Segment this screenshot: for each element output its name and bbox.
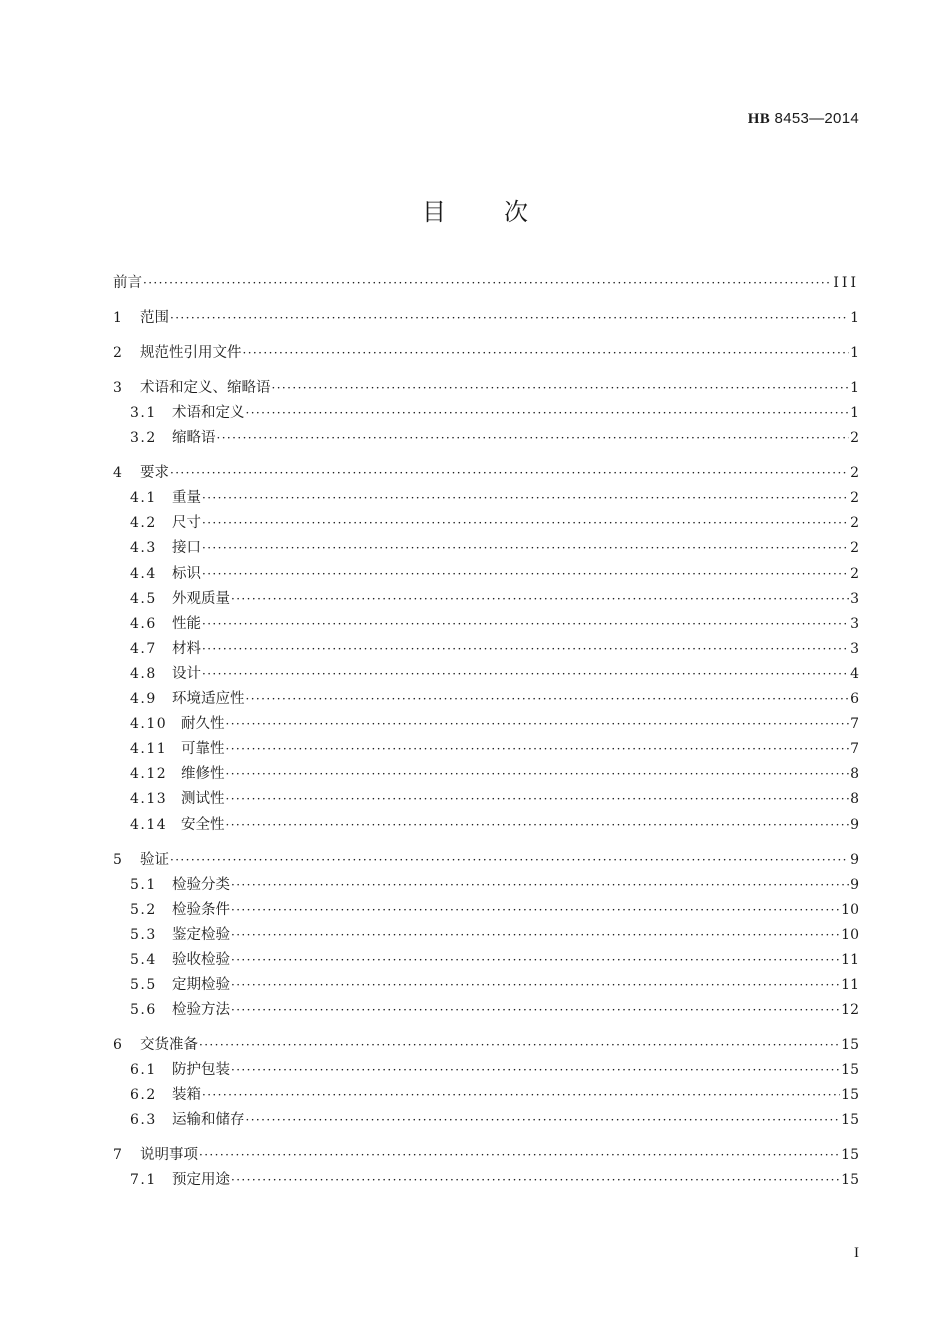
toc-entry-page: 15 [841, 1037, 859, 1054]
toc-entry[interactable] [113, 919, 859, 944]
toc-entry-title: 安全性 [181, 816, 225, 833]
toc-dot-leader [199, 1146, 840, 1164]
toc-entry[interactable] [113, 272, 859, 292]
title-char-2: 次 [504, 198, 528, 226]
toc-entry-page: III [833, 275, 859, 291]
toc-entry-title: 检验条件 [172, 901, 230, 918]
toc-entry-page: 15 [841, 1087, 859, 1104]
toc-entry[interactable] [113, 583, 859, 608]
toc-entry-number: 5.3 [130, 926, 157, 943]
toc-entry-page: 3 [850, 640, 859, 657]
toc-entry-number: 3.2 [130, 430, 157, 447]
toc-entry-number: 2 [113, 345, 124, 361]
standard-number: 8453—2014 [774, 110, 859, 127]
toc-entry-page: 1 [850, 310, 859, 326]
toc-entry-page: 9 [850, 816, 859, 833]
toc-entry[interactable] [113, 894, 859, 919]
toc-dot-leader [246, 404, 850, 422]
toc-entry-page: 2 [850, 430, 859, 447]
toc-entry[interactable] [113, 377, 859, 397]
toc-entry-page: 9 [850, 876, 859, 893]
toc-entry-title: 装箱 [172, 1087, 201, 1104]
toc-entry-number: 7.1 [130, 1172, 157, 1189]
toc-dot-leader [231, 951, 840, 969]
toc-dot-leader [226, 765, 850, 783]
toc-entry[interactable] [113, 307, 859, 327]
toc-dot-leader [226, 790, 850, 808]
toc-entry[interactable] [113, 683, 859, 708]
toc-entry-page: 3 [850, 590, 859, 607]
toc-entry[interactable] [113, 422, 859, 447]
toc-entry-title: 运输和储存 [172, 1112, 245, 1129]
toc-entry-number: 6.1 [130, 1062, 157, 1079]
toc-entry[interactable] [113, 633, 859, 658]
toc-entry-number: 7 [113, 1147, 124, 1164]
toc-entry-page: 2 [850, 540, 859, 557]
toc-entry[interactable] [113, 733, 859, 758]
toc-entry-title: 外观质量 [172, 590, 230, 607]
toc-entry-number: 6.2 [130, 1087, 157, 1104]
toc-entry-title: 检验方法 [172, 1002, 230, 1019]
toc-entry-title: 可靠性 [181, 741, 225, 758]
toc-entry[interactable] [113, 1144, 859, 1164]
toc-entry-page: 10 [841, 926, 859, 943]
toc-entry-page: 11 [841, 951, 859, 968]
toc-dot-leader [231, 1061, 840, 1079]
toc-entry-number: 4.8 [130, 665, 157, 682]
toc-entry[interactable] [113, 1054, 859, 1079]
toc-dot-leader [202, 489, 849, 507]
toc-dot-leader [202, 615, 849, 633]
toc-dot-leader [272, 379, 850, 397]
toc-entry-title: 标识 [172, 565, 201, 582]
toc-entry-number: 4 [113, 465, 124, 482]
toc-dot-leader [170, 464, 849, 482]
toc-dot-leader [202, 1086, 840, 1104]
toc-entry-page: 7 [850, 741, 859, 758]
toc-entry-title: 验收检验 [172, 951, 230, 968]
toc-entry-title: 设计 [172, 665, 201, 682]
toc-entry-title: 要求 [140, 465, 169, 482]
toc-dot-leader [226, 816, 850, 834]
toc-entry-number: 4.12 [130, 766, 168, 783]
toc-dot-leader [202, 640, 849, 658]
toc-entry-title: 防护包装 [172, 1062, 230, 1079]
toc-entry-number: 4.10 [130, 716, 168, 733]
toc-entry-page: 9 [850, 851, 859, 868]
toc-entry[interactable] [113, 994, 859, 1019]
toc-entry[interactable] [113, 969, 859, 994]
footer-page-number: I [854, 1245, 859, 1261]
toc-entry-number: 4.14 [130, 816, 168, 833]
toc-entry[interactable] [113, 482, 859, 507]
toc-entry[interactable] [113, 869, 859, 894]
toc-entry-title: 材料 [172, 640, 201, 657]
toc-entry-page: 15 [841, 1147, 859, 1164]
toc-entry-page: 1 [850, 345, 859, 361]
toc-entry-title: 术语和定义、缩略语 [140, 380, 271, 396]
toc-entry[interactable] [113, 783, 859, 808]
toc-entry-title: 缩略语 [172, 430, 216, 447]
toc-entry-number: 5.6 [130, 1002, 157, 1019]
toc-entry-title: 测试性 [181, 791, 225, 808]
toc-entry-page: 8 [850, 766, 859, 783]
toc-entry-number: 5.4 [130, 951, 157, 968]
toc-entry-number: 4.4 [130, 565, 157, 582]
toc-entry[interactable] [113, 1034, 859, 1054]
toc-entry-page: 1 [850, 380, 859, 396]
toc-dot-leader [202, 539, 849, 557]
toc-entry-number: 4.3 [130, 540, 157, 557]
toc-entry-page: 2 [850, 565, 859, 582]
toc-entry[interactable] [113, 1164, 859, 1189]
toc-dot-leader [246, 690, 850, 708]
toc-entry-title: 术语和定义 [172, 405, 245, 422]
toc-entry-page: 3 [850, 615, 859, 632]
toc-entry-page: 12 [841, 1002, 859, 1019]
toc-entry-title: 环境适应性 [172, 691, 245, 708]
toc-entry-number: 5.1 [130, 876, 157, 893]
toc-entry-title: 交货准备 [140, 1037, 198, 1054]
toc-entry[interactable] [113, 557, 859, 582]
toc-entry-number: 3 [113, 380, 124, 396]
toc-dot-leader [170, 309, 849, 327]
toc-entry-title: 前言 [113, 275, 142, 291]
toc-entry-page: 15 [841, 1172, 859, 1189]
toc-entry-number: 6 [113, 1037, 124, 1054]
toc-dot-leader [231, 976, 840, 994]
toc-entry[interactable] [113, 758, 859, 783]
toc-entry-number: 1 [113, 310, 124, 326]
toc-dot-leader [226, 740, 850, 758]
toc-entry[interactable] [113, 658, 859, 683]
toc-entry-number: 4.11 [130, 741, 168, 758]
toc-entry[interactable] [113, 608, 859, 633]
toc-dot-leader [202, 665, 849, 683]
toc-entry-page: 10 [841, 901, 859, 918]
toc-entry-title: 耐久性 [181, 716, 225, 733]
toc-entry-number: 4.13 [130, 791, 168, 808]
toc-entry-page: 11 [841, 976, 859, 993]
title-char-1: 目 [422, 198, 446, 226]
table-of-contents [113, 272, 859, 1189]
toc-dot-leader [231, 590, 849, 608]
toc-dot-leader [202, 565, 849, 583]
standard-prefix: HB [747, 111, 771, 127]
toc-entry[interactable] [113, 1079, 859, 1104]
toc-dot-leader [143, 274, 832, 292]
toc-entry[interactable] [113, 708, 859, 733]
toc-entry-page: 2 [850, 515, 859, 532]
toc-entry-number: 5.2 [130, 901, 157, 918]
toc-entry-title: 尺寸 [172, 515, 201, 532]
page-title [0, 192, 950, 227]
standard-code [748, 110, 859, 128]
toc-entry-title: 接口 [172, 540, 201, 557]
toc-entry-number: 4.1 [130, 490, 157, 507]
toc-entry-title: 重量 [172, 490, 201, 507]
toc-dot-leader [226, 715, 850, 733]
toc-dot-leader [231, 901, 840, 919]
toc-entry-page: 7 [850, 716, 859, 733]
toc-entry-title: 预定用途 [172, 1172, 230, 1189]
toc-entry-title: 验证 [140, 851, 169, 868]
toc-entry-number: 4.7 [130, 640, 157, 657]
toc-entry-page: 2 [850, 465, 859, 482]
toc-dot-leader [170, 851, 849, 869]
toc-entry-page: 15 [841, 1112, 859, 1129]
toc-dot-leader [231, 926, 840, 944]
toc-entry[interactable] [113, 397, 859, 422]
toc-entry[interactable] [113, 944, 859, 969]
toc-entry-page: 6 [850, 691, 859, 708]
toc-dot-leader [231, 1171, 840, 1189]
toc-entry[interactable] [113, 1104, 859, 1129]
toc-entry-title: 说明事项 [140, 1147, 198, 1164]
toc-entry-number: 3.1 [130, 405, 157, 422]
toc-entry-page: 1 [850, 405, 859, 422]
toc-entry[interactable] [113, 532, 859, 557]
toc-entry-title: 鉴定检验 [172, 926, 230, 943]
toc-entry-title: 规范性引用文件 [140, 345, 242, 361]
toc-entry[interactable] [113, 849, 859, 869]
toc-dot-leader [243, 344, 850, 362]
toc-entry-title: 定期检验 [172, 976, 230, 993]
toc-dot-leader [231, 876, 849, 894]
toc-entry-page: 15 [841, 1062, 859, 1079]
toc-entry-number: 4.5 [130, 590, 157, 607]
toc-entry-page: 4 [850, 665, 859, 682]
toc-dot-leader [231, 1001, 840, 1019]
toc-entry-number: 4.9 [130, 691, 157, 708]
toc-entry-title: 维修性 [181, 766, 225, 783]
toc-entry-title: 检验分类 [172, 876, 230, 893]
toc-dot-leader [202, 514, 849, 532]
toc-dot-leader [199, 1036, 840, 1054]
toc-entry-number: 5.5 [130, 976, 157, 993]
toc-entry-page: 2 [850, 490, 859, 507]
toc-entry[interactable] [113, 507, 859, 532]
toc-entry-title: 性能 [172, 615, 201, 632]
toc-entry-number: 6.3 [130, 1112, 157, 1129]
toc-entry-page: 8 [850, 791, 859, 808]
toc-entry[interactable] [113, 808, 859, 833]
toc-entry-number: 5 [113, 851, 124, 868]
toc-entry[interactable] [113, 462, 859, 482]
toc-entry-title: 范围 [140, 310, 169, 326]
toc-entry-number: 4.2 [130, 515, 157, 532]
toc-dot-leader [246, 1111, 841, 1129]
toc-entry-number: 4.6 [130, 615, 157, 632]
toc-dot-leader [217, 429, 850, 447]
toc-entry[interactable] [113, 342, 859, 362]
